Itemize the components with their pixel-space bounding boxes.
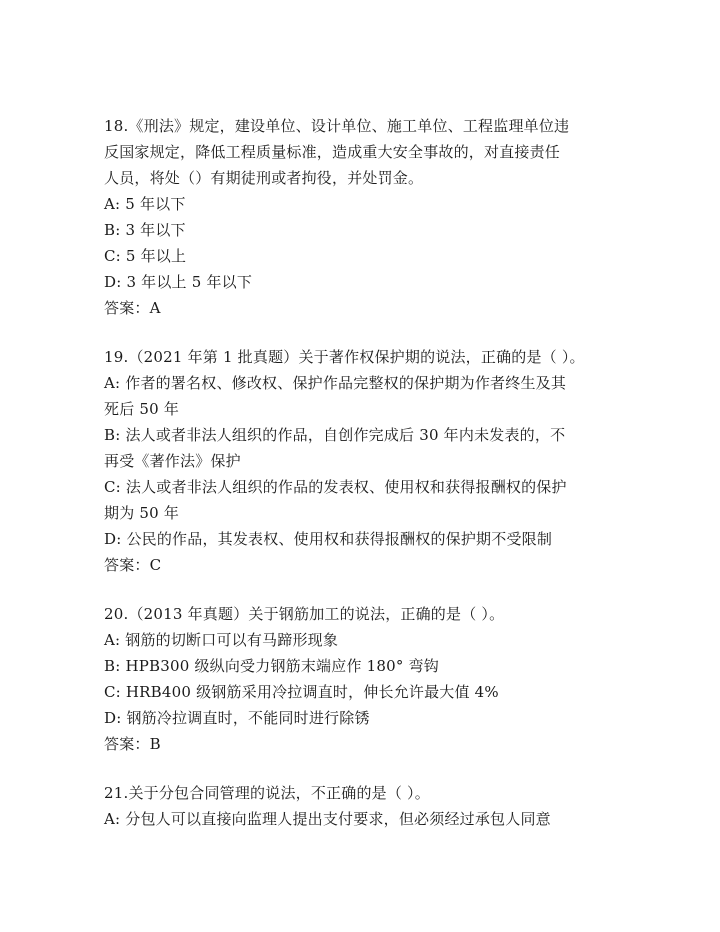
option-b: B: 法人或者非法人组织的作品，自创作完成后 30 年内未发表的，不 [104, 426, 566, 444]
answer: 答案：A [104, 299, 161, 317]
question-21 [104, 780, 624, 832]
question-18 [104, 113, 624, 321]
option-c-continued: 期为 50 年 [104, 504, 180, 522]
option-c: C: HRB400 级钢筋采用冷拉调直时，伸长允许最大值 4% [104, 683, 499, 701]
option-d: D: 钢筋冷拉调直时，不能同时进行除锈 [104, 709, 370, 727]
option-c: C: 5 年以上 [104, 247, 187, 265]
option-b: B: HPB300 级纵向受力钢筋末端应作 180° 弯钩 [104, 657, 439, 675]
option-d: D: 公民的作品，其发表权、使用权和获得报酬权的保护期不受限制 [104, 530, 553, 548]
answer: 答案：C [104, 556, 162, 574]
question-stem: 21.关于分包合同管理的说法，不正确的是（ ）。 [104, 784, 430, 802]
document-page [104, 113, 624, 832]
question-19 [104, 344, 624, 578]
question-stem: 19.（2021 年第 1 批真题）关于著作权保护期的说法，正确的是（ ）。 [104, 348, 585, 366]
option-a: A: 钢筋的切断口可以有马蹄形现象 [104, 631, 339, 649]
option-b-continued: 再受《著作法》保护 [104, 452, 241, 470]
option-b: B: 3 年以下 [104, 221, 186, 239]
answer: 答案：B [104, 735, 161, 753]
question-stem: 20.（2013 年真题）关于钢筋加工的说法，正确的是（ ）。 [104, 605, 505, 623]
question-stem: 人员，将处（）有期徒刑或者拘役，并处罚金。 [104, 169, 424, 187]
question-stem: 反国家规定，降低工程质量标准，造成重大安全事故的，对直接责任 [104, 143, 561, 161]
question-stem: 18.《刑法》规定，建设单位、设计单位、施工单位、工程监理单位违 [104, 117, 570, 135]
option-a: A: 分包人可以直接向监理人提出支付要求，但必须经过承包人同意 [104, 810, 551, 828]
question-20 [104, 601, 624, 757]
option-d: D: 3 年以上 5 年以下 [104, 273, 253, 291]
option-a: A: 5 年以下 [104, 195, 186, 213]
option-a-continued: 死后 50 年 [104, 400, 180, 418]
option-a: A: 作者的署名权、修改权、保护作品完整权的保护期为作者终生及其 [104, 374, 567, 392]
option-c: C: 法人或者非法人组织的作品的发表权、使用权和获得报酬权的保护 [104, 478, 567, 496]
